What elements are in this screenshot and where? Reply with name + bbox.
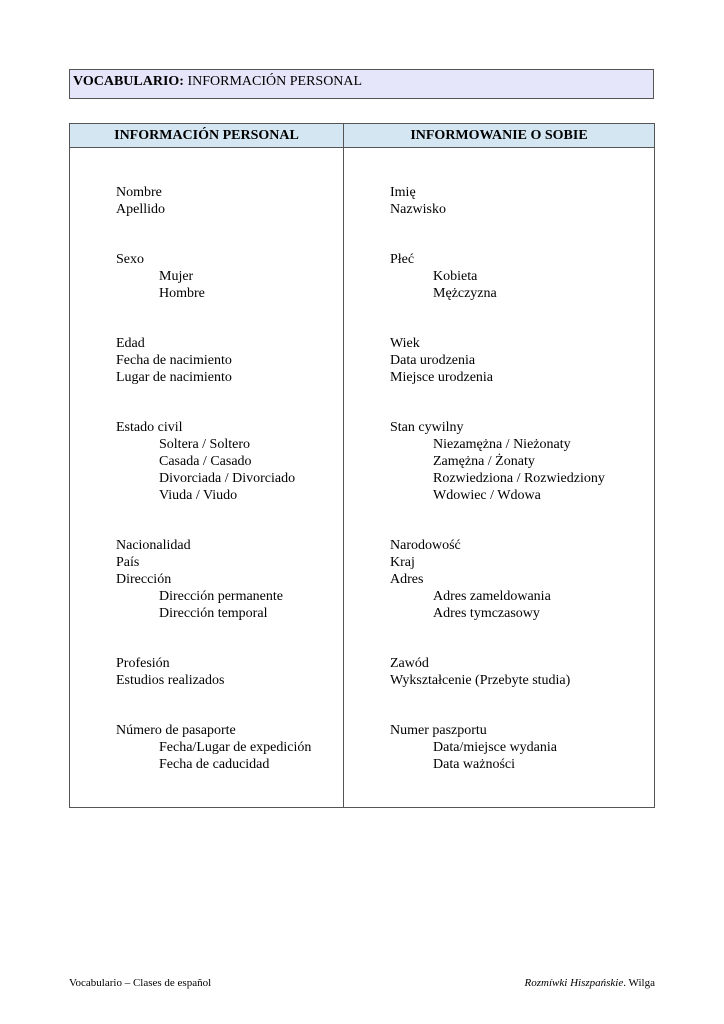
list-subitem: Adres zameldowania bbox=[433, 589, 551, 604]
column-divider bbox=[343, 124, 344, 807]
page-title-bold: VOCABULARIO: bbox=[73, 74, 184, 89]
list-subitem: Wdowiec / Wdowa bbox=[433, 488, 541, 503]
list-item: Dirección bbox=[116, 572, 172, 587]
list-item: Zawód bbox=[390, 656, 429, 671]
list-subitem: Dirección permanente bbox=[159, 589, 283, 604]
list-subitem: Mężczyzna bbox=[433, 286, 497, 301]
list-subitem: Soltera / Soltero bbox=[159, 437, 250, 452]
group-sex bbox=[116, 251, 311, 302]
list-subitem: Fecha de caducidad bbox=[159, 757, 270, 772]
list-subitem: Niezamężna / Nieżonaty bbox=[433, 437, 571, 452]
group-nationality bbox=[116, 537, 311, 622]
list-subitem: Dirección temporal bbox=[159, 606, 268, 621]
list-item: Adres bbox=[390, 572, 424, 587]
list-item: Wiek bbox=[390, 336, 420, 351]
list-item: Nombre bbox=[116, 185, 162, 200]
footer-book-title: Rozmíwki Hiszpańskie bbox=[524, 977, 624, 989]
list-item: Edad bbox=[116, 336, 145, 351]
group-names bbox=[116, 184, 311, 218]
list-item: Miejsce urodzenia bbox=[390, 370, 494, 385]
list-subitem: Casada / Casado bbox=[159, 454, 252, 469]
list-item: Narodowość bbox=[390, 538, 461, 553]
list-item: Data urodzenia bbox=[390, 353, 476, 368]
list-item: Profesión bbox=[116, 656, 170, 671]
polish-column bbox=[390, 184, 605, 773]
group-age bbox=[390, 335, 605, 386]
footer-left: Vocabulario – Clases de español bbox=[69, 977, 212, 989]
list-subitem: Mujer bbox=[159, 269, 194, 284]
group-nationality bbox=[390, 537, 605, 622]
list-subitem: Data ważności bbox=[433, 757, 516, 772]
list-item: Nacionalidad bbox=[116, 538, 191, 553]
page-title-rest: INFORMACIÓN PERSONAL bbox=[183, 74, 363, 89]
group-marital bbox=[390, 419, 605, 504]
group-age bbox=[116, 335, 311, 386]
list-subitem: Viuda / Viudo bbox=[159, 488, 238, 503]
list-item: Imię bbox=[390, 185, 416, 200]
list-item: Lugar de nacimiento bbox=[116, 370, 232, 385]
list-item: Kraj bbox=[390, 555, 415, 570]
list-subitem: Adres tymczasowy bbox=[433, 606, 540, 621]
group-names bbox=[390, 184, 605, 218]
list-item: Número de pasaporte bbox=[116, 723, 236, 738]
group-profession bbox=[390, 655, 605, 689]
spanish-column bbox=[116, 184, 311, 773]
header-polish: INFORMOWANIE O SOBIE bbox=[344, 124, 654, 148]
list-subitem: Zamężna / Żonaty bbox=[433, 454, 535, 469]
list-subitem: Hombre bbox=[159, 286, 205, 301]
list-subitem: Data/miejsce wydania bbox=[433, 740, 558, 755]
list-item: Estudios realizados bbox=[116, 673, 225, 688]
list-item: País bbox=[116, 555, 140, 570]
group-passport bbox=[116, 722, 311, 773]
list-subitem: Kobieta bbox=[433, 269, 478, 284]
vocabulary-table bbox=[69, 123, 655, 808]
list-item: Fecha de nacimiento bbox=[116, 353, 232, 368]
footer-right bbox=[525, 977, 655, 989]
list-item: Sexo bbox=[116, 252, 144, 267]
list-item: Numer paszportu bbox=[390, 723, 487, 738]
list-item: Wykształcenie (Przebyte studia) bbox=[390, 673, 571, 688]
group-sex bbox=[390, 251, 605, 302]
group-profession bbox=[116, 655, 311, 689]
group-marital bbox=[116, 419, 311, 504]
list-item: Estado civil bbox=[116, 420, 183, 435]
list-item: Stan cywilny bbox=[390, 420, 464, 435]
list-subitem: Fecha/Lugar de expedición bbox=[159, 740, 312, 755]
footer-publisher: . Wilga bbox=[623, 977, 655, 989]
list-item: Płeć bbox=[390, 252, 415, 267]
group-passport bbox=[390, 722, 605, 773]
page-title-box bbox=[69, 69, 654, 99]
list-item: Apellido bbox=[116, 202, 165, 217]
list-subitem: Divorciada / Divorciado bbox=[159, 471, 296, 486]
list-item: Nazwisko bbox=[390, 202, 446, 217]
list-subitem: Rozwiedziona / Rozwiedziony bbox=[433, 471, 605, 486]
header-spanish: INFORMACIÓN PERSONAL bbox=[70, 124, 344, 148]
